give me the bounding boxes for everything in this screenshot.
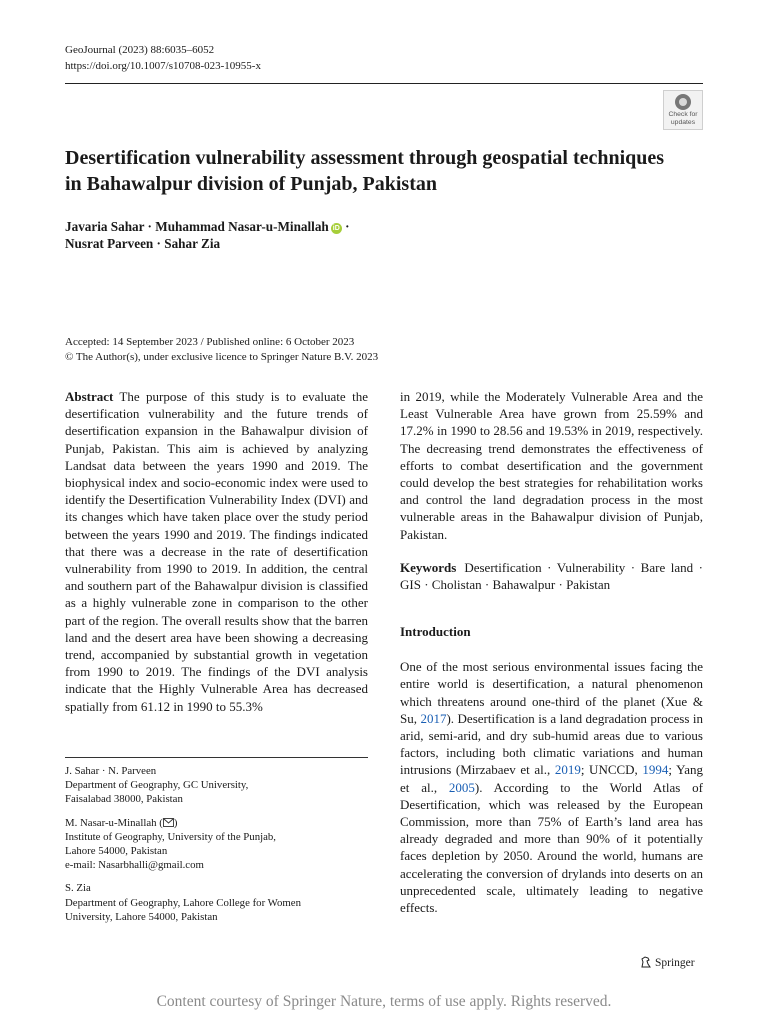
affiliations-rule: [65, 757, 368, 758]
citation-link-unccd-1994[interactable]: 1994: [642, 762, 669, 778]
affiliation-names: M. Nasar-u-Minallah (: [65, 816, 163, 829]
affiliation-line: Lahore 54000, Pakistan: [65, 845, 168, 858]
affiliation-line: Faisalabad 38000, Pakistan: [65, 793, 183, 806]
orcid-icon[interactable]: iD: [332, 225, 340, 232]
springer-logo: [640, 955, 695, 973]
intro-text-1: One of the most serious environmental issues facing the entire world is desertification, a natural phenomenon which threatens around one-third of the planet (Xue & Su,: [400, 659, 703, 726]
badge-label-1: Check for: [668, 111, 698, 118]
intro-text-3: ; UNCCD,: [580, 762, 643, 778]
header-rule: [65, 83, 703, 84]
affiliation-names-row: [65, 816, 368, 830]
author-email[interactable]: e-mail: Nasarbhalli@gmail.com: [65, 859, 204, 872]
envelope-icon[interactable]: [163, 817, 174, 829]
courtesy-notice: Content courtesy of Springer Nature, terms of use apply. Rights reserved.: [156, 993, 612, 1010]
affiliations: [65, 764, 368, 933]
abstract-paragraph: [65, 388, 368, 715]
abstract-continued: in 2019, while the Moderately Vulnerable Area and the Least Vulnerable Area have grown from 25.59% and 17.2% in 1990 to 28.56 and 19.53% in 2019, respectively. The decreasing trend demonstrates the effectiveness of efforts to combat desertification and the government could develop the best strategies for rehabilitation works and control the land degradation process in the most vulnerable areas in the Bahawalpur division of Punjab, Pakistan.: [400, 389, 703, 542]
citation-link-mirzabaev-2019[interactable]: 2019: [554, 762, 581, 778]
article-dates: [65, 335, 378, 365]
copyright-notice: © The Author(s), under exclusive licence to Springer Nature B.V. 2023: [65, 351, 379, 363]
citation-link-xue-2017[interactable]: 2017: [420, 710, 447, 726]
abstract-text-left: The purpose of this study is to evaluate the desertification vulnerability and the future trends of desertification expansion in the Bahawalpur division of Punjab, Pakistan. This aim is achieved by analyzing Landsat data between the years 1990 and 2019. The biophysical index and socio-economic index were used to identify the Desertification Vulnerability Index (DVI) and its changes which have taken place over the study period between the years 1990 and 2019. The findings indicated that there was a decrease in the rate of desertification vulnerability from 1990 to 2019. In addition, the central and southern part of the Bahawalpur division is classified as a highly vulnerable zone in comparison to the other part of the region. The overall results show that the barren land and the desert area have been showing a decreasing trend, accompanied by substantial growth in vegetation from 1990 to 2019. The findings of the DVI analysis indicate that the Highly Vulnerable Area has decreased spatially from 61.12 in 1990 to 55.3%: [65, 389, 368, 714]
doi-link[interactable]: https://doi.org/10.1007/s10708-023-10955-x: [65, 60, 261, 72]
springer-horse-icon: [640, 956, 652, 973]
affiliation-line: University, Lahore 54000, Pakistan: [65, 910, 218, 923]
check-for-updates-badge[interactable]: [663, 90, 703, 130]
affiliation-line: Institute of Geography, University of the Punjab,: [65, 830, 276, 843]
keywords-text: Desertification · Vulnerability · Bare land · GIS · Cholistan · Bahawalpur · Pakistan: [400, 559, 703, 593]
affiliation-block: [65, 764, 368, 807]
intro-text-4: ; Yang et al.,: [400, 762, 703, 795]
accepted-published-dates: Accepted: 14 September 2023 / Published online: 6 October 2023: [65, 336, 355, 348]
affiliation-names-end: ): [173, 816, 178, 829]
affiliation-line: Department of Geography, Lahore College for Women: [65, 896, 301, 909]
authors-line-1: Javaria Sahar · Muhammad Nasar-u-Minallah: [65, 219, 329, 234]
right-column: [400, 388, 703, 916]
intro-text-5: ). According to the World Atlas of Desertification, which was released by the European Commission, more than 75% of Earth’s land area has already degraded and more than 90% of it potentially faces depletion by 2050. Around the world, humans are accelerating the conversion of drylands into deserts on an unprecedented scale, ultimately leading to negative effects.: [400, 779, 704, 916]
affiliation-line: Department of Geography, GC University,: [65, 779, 249, 792]
publisher-name: Springer: [655, 957, 695, 969]
left-column: [65, 388, 368, 715]
affiliation-block: [65, 816, 368, 873]
journal-citation: GeoJournal (2023) 88:6035–6052: [65, 44, 215, 56]
affiliation-names: S. Zia: [65, 882, 91, 895]
authors-line-2: Nusrat Parveen · Sahar Zia: [65, 236, 221, 251]
introduction-heading: Introduction: [400, 624, 471, 640]
article-title: Desertification vulnerability assessment through geospatial techniques in Bahawalpur division of Punjab, Pakistan: [65, 147, 665, 195]
check-for-updates-icon: [675, 94, 691, 110]
affiliation-names: J. Sahar · N. Parveen: [65, 765, 157, 777]
intro-text-2: ). Desertification is a land degradation process in arid, semi-arid, and dry sub-humid areas due to various factors, including both climatic variations and human intrusions (Mirzabaev et al.,: [400, 710, 703, 778]
authors-separator: ·: [341, 219, 350, 234]
author-list: [65, 218, 485, 252]
badge-label-2: updates: [670, 119, 696, 126]
citation-link-yang-2005[interactable]: 2005: [448, 779, 475, 795]
introduction-paragraph: [400, 658, 703, 916]
journal-header: [65, 42, 261, 74]
abstract-heading: Abstract: [65, 389, 114, 404]
affiliation-block: [65, 881, 368, 924]
keywords-paragraph: [400, 559, 703, 593]
keywords-heading: Keywords: [400, 559, 457, 575]
